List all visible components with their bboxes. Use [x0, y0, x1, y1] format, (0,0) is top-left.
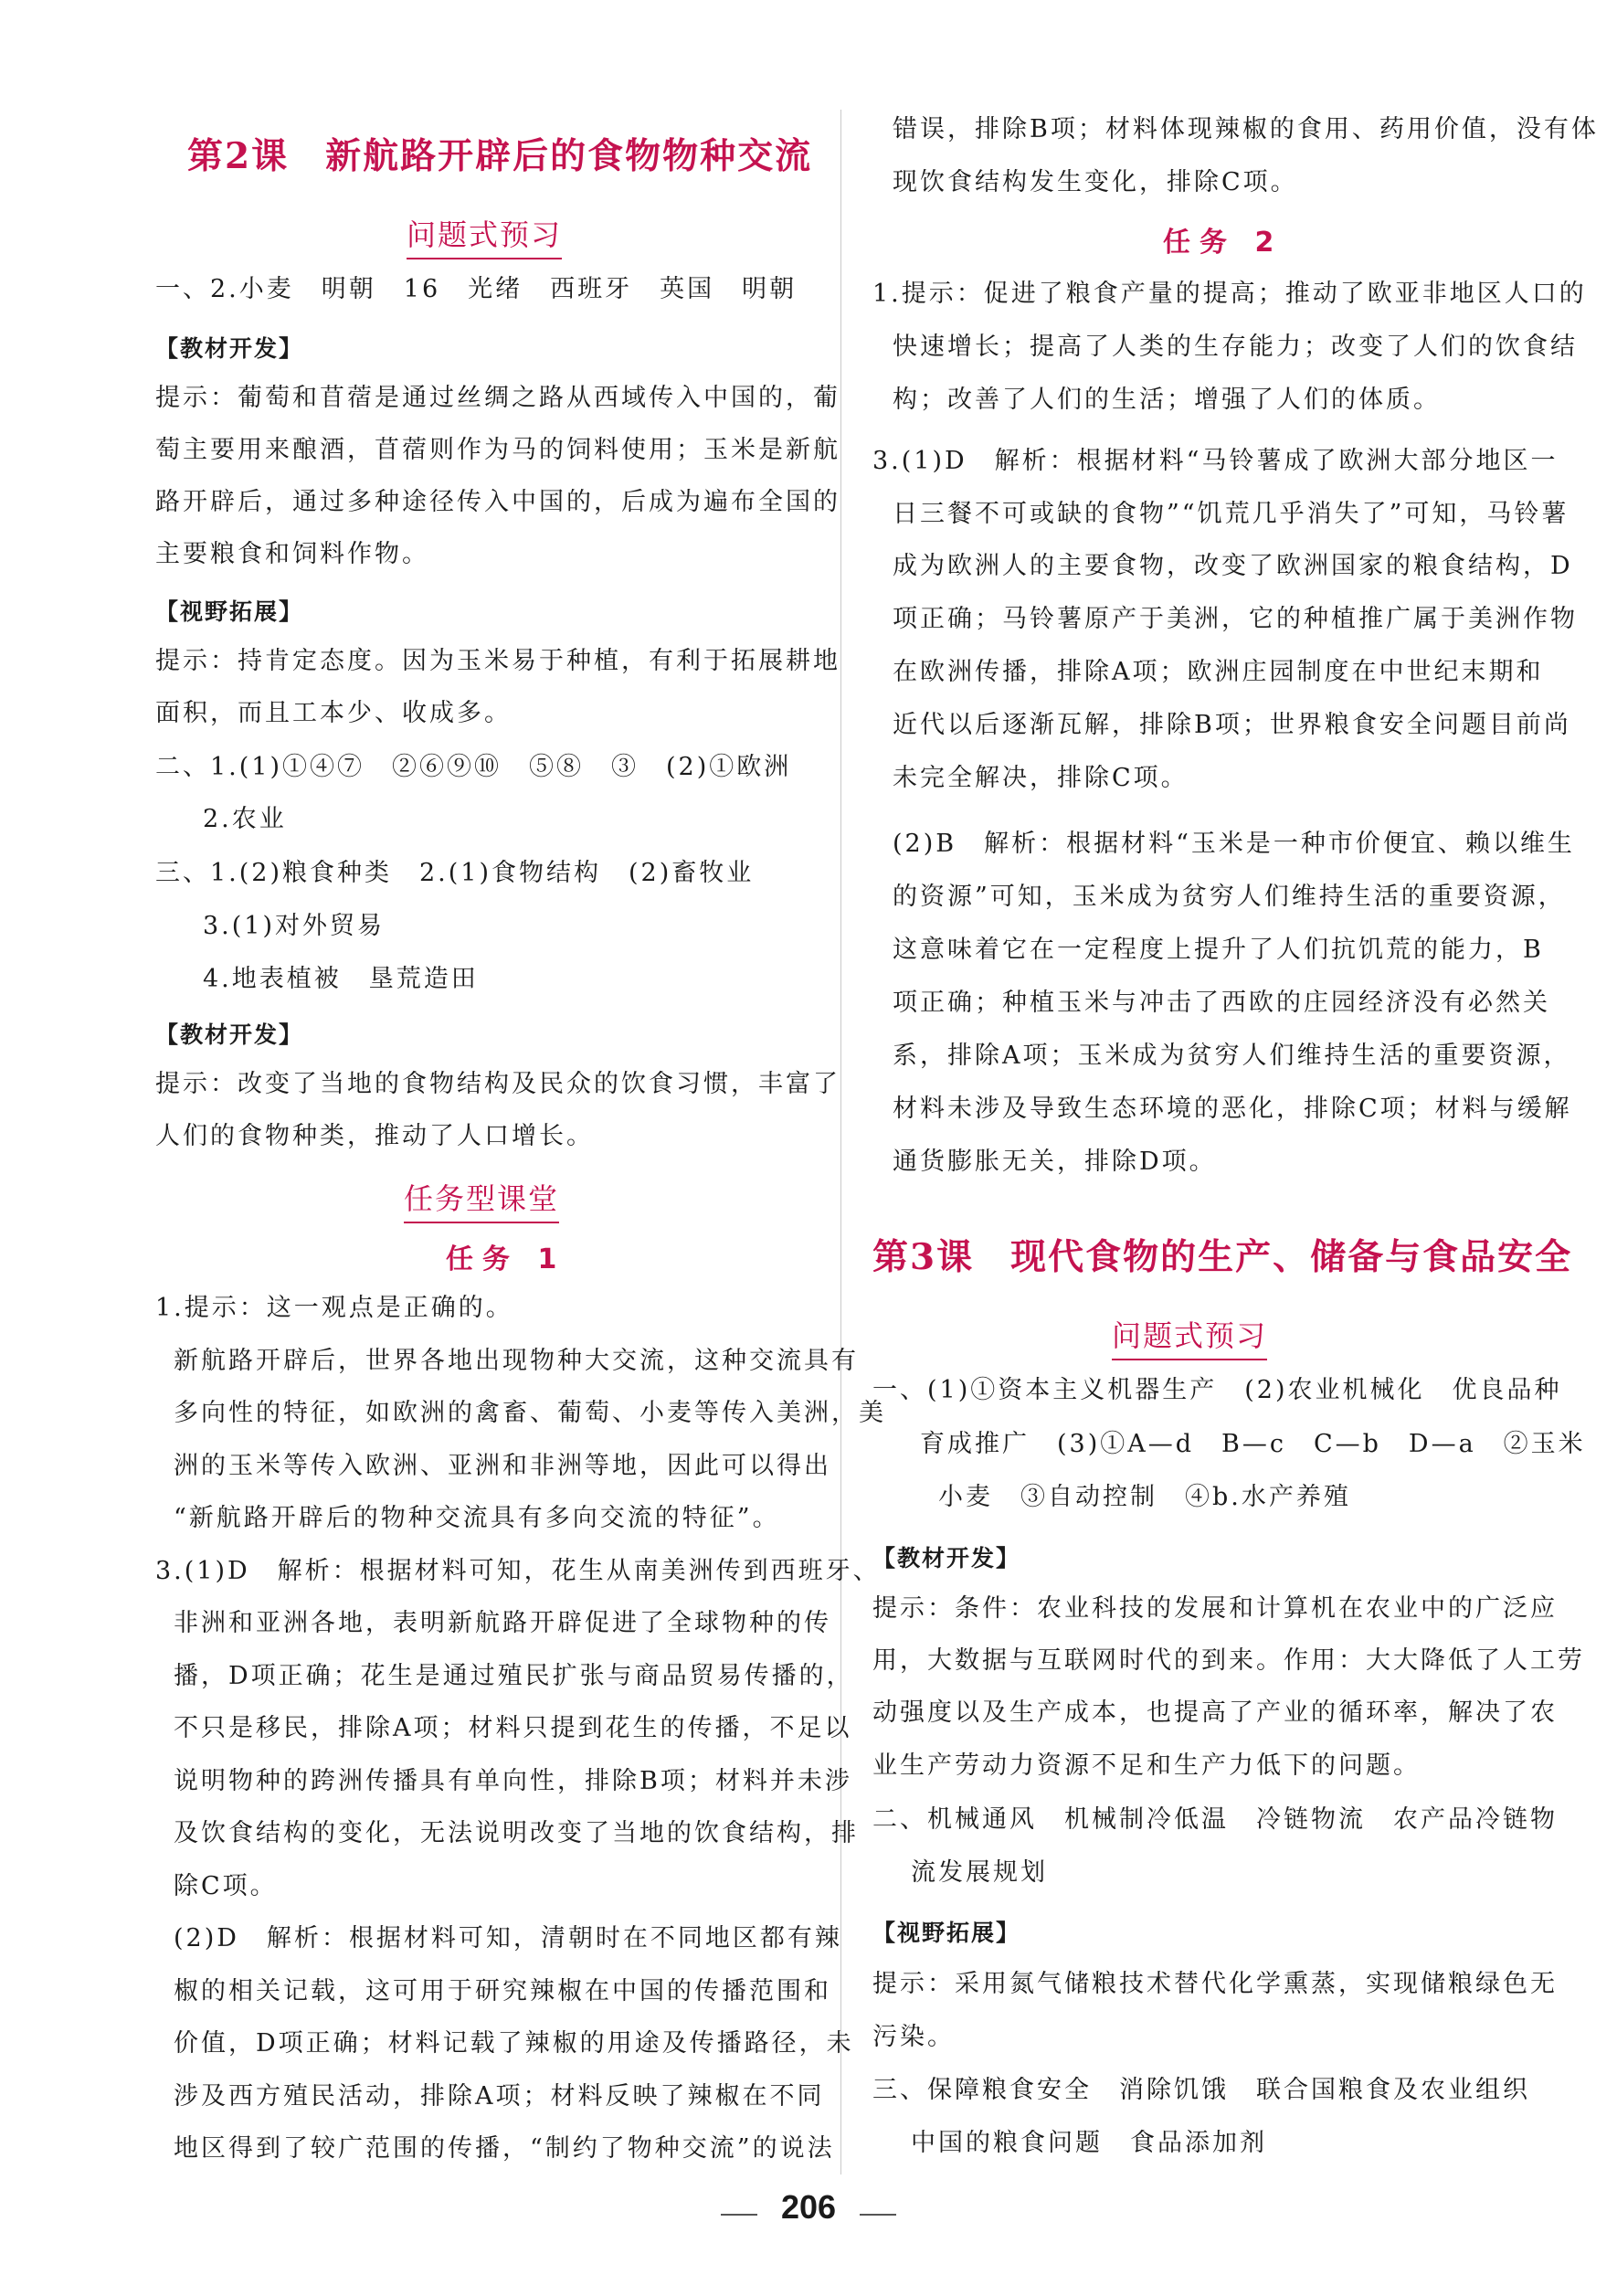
answer-line: 业生产劳动力资源不足和生产力低下的问题。 [872, 1751, 1421, 1780]
answer-line: 除C项。 [174, 1872, 278, 1900]
answer-line: 育成推广 (3)①A—d B—c C—b D—a ②玉米 [920, 1430, 1586, 1458]
answer-line: (2)B 解析：根据材料“玉米是一种市价便宜、赖以维生 [893, 830, 1575, 858]
answer-line: 价值，D项正确；材料记载了辣椒的用途及传播路径，未 [174, 2029, 854, 2058]
lesson-2-title: 第2课 新航路开辟后的食物物种交流 [187, 135, 813, 177]
right-column [872, 0, 1599, 2296]
answer-line: 流发展规划 [911, 1858, 1048, 1887]
answer-line: 这意味着它在一定程度上提升了人们抗饥荒的能力，B [893, 936, 1544, 964]
classroom-heading: 任务型课堂 [404, 1176, 559, 1223]
answer-line: 2.农业 [203, 805, 287, 833]
lesson-3-title: 第3课 现代食物的生产、储备与食品安全 [872, 1236, 1573, 1278]
answer-line: 3.(1)D 解析：根据材料“马铃薯成了欧洲大部分地区一 [872, 447, 1559, 475]
answer-line: 动强度以及生产成本，也提高了产业的循环率，解决了农 [872, 1698, 1558, 1727]
answer-line: 现饮食结构发生变化，排除C项。 [893, 168, 1298, 196]
answer-line: 系，排除A项；玉米成为贫穷人们维持生活的重要资源， [893, 1042, 1571, 1070]
answer-line: 涉及西方殖民活动，排除A项；材料反映了辣椒在不同 [174, 2082, 825, 2111]
answer-line: 提示：采用氮气储粮技术替代化学熏蒸，实现储粮绿色无 [872, 1970, 1558, 1998]
answer-line: 及饮食结构的变化，无法说明改变了当地的饮食结构，排 [174, 1819, 859, 1847]
section-tag: 【教材开发】 [155, 1021, 304, 1048]
answer-line: 快速增长；提高了人类的生存能力；改变了人们的饮食结 [893, 333, 1578, 361]
answer-line: 洲的玉米等传入欧洲、亚洲和非洲等地，因此可以得出 [174, 1452, 831, 1480]
answer-line: 成为欧洲人的主要食物，改变了欧洲国家的粮食结构，D [893, 552, 1573, 580]
answer-line: 项正确；种植玉米与冲击了西欧的庄园经济没有必然关 [893, 989, 1550, 1017]
answer-line: 项正确；马铃薯原产于美洲，它的种植推广属于美洲作物 [893, 605, 1578, 633]
answer-line: 污染。 [872, 2023, 955, 2051]
answer-line: 不只是移民，排除A项；材料只提到花生的传播，不足以 [174, 1714, 852, 1742]
answer-line: 错误，排除B项；材料体现辣椒的食用、药用价值，没有体 [893, 115, 1599, 143]
answer-line: 一、2.小麦 明朝 16 光绪 西班牙 英国 明朝 [155, 275, 798, 303]
answer-line: 人们的食物种类，推动了人口增长。 [155, 1122, 594, 1150]
answer-line: 椒的相关记载，这可用于研究辣椒在中国的传播范围和 [174, 1977, 831, 2005]
answer-line: 提示：改变了当地的食物结构及民众的饮食习惯，丰富了 [155, 1070, 840, 1098]
answer-line: 多向性的特征，如欧洲的禽畜、葡萄、小麦等传入美洲，美 [174, 1399, 886, 1427]
answer-line: 4.地表植被 垦荒造田 [203, 965, 479, 993]
answer-line: 播，D项正确；花生是通过殖民扩张与商品贸易传播的， [174, 1662, 854, 1690]
answer-line: 二、1.(1)①④⑦ ②⑥⑨⑩ ⑤⑧ ③ (2)①欧洲 [155, 753, 792, 781]
answer-line: 面积，而且工本少、收成多。 [155, 699, 512, 727]
preview-heading: 问题式预习 [407, 212, 562, 259]
task-2-heading: 任务 2 [1163, 227, 1284, 259]
answer-line: 提示：葡萄和苜蓿是通过丝绸之路从西域传入中国的，葡 [155, 384, 840, 412]
answer-line: 用，大数据与互联网时代的到来。作用：大大降低了人工劳 [872, 1646, 1585, 1675]
answer-line: 非洲和亚洲各地，表明新航路开辟促进了全球物种的传 [174, 1609, 831, 1637]
left-column [155, 0, 886, 2296]
answer-line: 1.提示：这一观点是正确的。 [155, 1294, 513, 1322]
answer-line: 说明物种的跨洲传播具有单向性，排除B项；材料并未涉 [174, 1767, 852, 1795]
answer-line: 中国的粮食问题 食品添加剂 [911, 2129, 1267, 2157]
answer-line: 1.提示：促进了粮食产量的提高；推动了欧亚非地区人口的 [872, 280, 1587, 308]
answer-line: 路开辟后，通过多种途径传入中国的，后成为遍布全国的 [155, 488, 840, 516]
footer-dash [721, 2214, 757, 2216]
answer-line: 主要粮食和饲料作物。 [155, 540, 429, 568]
answer-line: 一、(1)①资本主义机器生产 (2)农业机械化 优良品种 [872, 1376, 1562, 1404]
answer-line: “新航路开辟后的物种交流具有多向交流的特征”。 [174, 1504, 780, 1532]
answer-line: (2)D 解析：根据材料可知，清朝时在不同地区都有辣 [174, 1924, 842, 1952]
section-tag: 【视野拓展】 [155, 598, 304, 625]
footer-dash [860, 2214, 896, 2216]
page-number: 206 [780, 2188, 837, 2226]
answer-line: 通货膨胀无关，排除D项。 [893, 1148, 1217, 1176]
answer-line: 萄主要用来酿酒，苜蓿则作为马的饲料使用；玉米是新航 [155, 436, 840, 464]
answer-line: 提示：条件：农业科技的发展和计算机在农业中的广泛应 [872, 1594, 1558, 1623]
answer-line: 二、机械通风 机械制冷低温 冷链物流 农产品冷链物 [872, 1805, 1558, 1834]
section-tag: 【教材开发】 [155, 335, 304, 362]
answer-line: 地区得到了较广范围的传播，“制约了物种交流”的说法 [174, 2134, 835, 2163]
answer-line: 构；改善了人们的生活；增强了人们的体质。 [893, 386, 1441, 414]
answer-line: 三、1.(2)粮食种类 2.(1)食物结构 (2)畜牧业 [155, 859, 755, 887]
answer-line: 小麦 ③自动控制 ④b.水产养殖 [938, 1483, 1351, 1511]
answer-line: 新航路开辟后，世界各地出现物种大交流，这种交流具有 [174, 1347, 859, 1375]
answer-line: 近代以后逐渐瓦解，排除B项；世界粮食安全问题目前尚 [893, 711, 1571, 739]
answer-line: 未完全解决，排除C项。 [893, 764, 1189, 792]
answer-line: 材料未涉及导致生态环境的恶化，排除C项；材料与缓解 [893, 1095, 1572, 1123]
preview-heading: 问题式预习 [1112, 1313, 1267, 1360]
answer-line: 的资源”可知，玉米成为贫穷人们维持生活的重要资源， [893, 883, 1566, 911]
page-footer [0, 2188, 1617, 2227]
section-tag: 【教材开发】 [872, 1545, 1021, 1571]
answer-line: 3.(1)D 解析：根据材料可知，花生从南美洲传到西班牙、 [155, 1557, 881, 1585]
column-divider [840, 110, 841, 2174]
answer-line: 三、保障粮食安全 消除饥饿 联合国粮食及农业组织 [872, 2076, 1530, 2104]
section-tag: 【视野拓展】 [872, 1920, 1021, 1946]
task-1-heading: 任务 1 [446, 1243, 566, 1275]
answer-line: 提示：持肯定态度。因为玉米易于种植，有利于拓展耕地 [155, 647, 840, 675]
answer-line: 3.(1)对外贸易 [203, 912, 386, 940]
answer-line: 在欧洲传播，排除A项；欧洲庄园制度在中世纪末期和 [893, 658, 1544, 686]
answer-line: 日三餐不可或缺的食物”“饥荒几乎消失了”可知，马铃薯 [893, 500, 1569, 528]
